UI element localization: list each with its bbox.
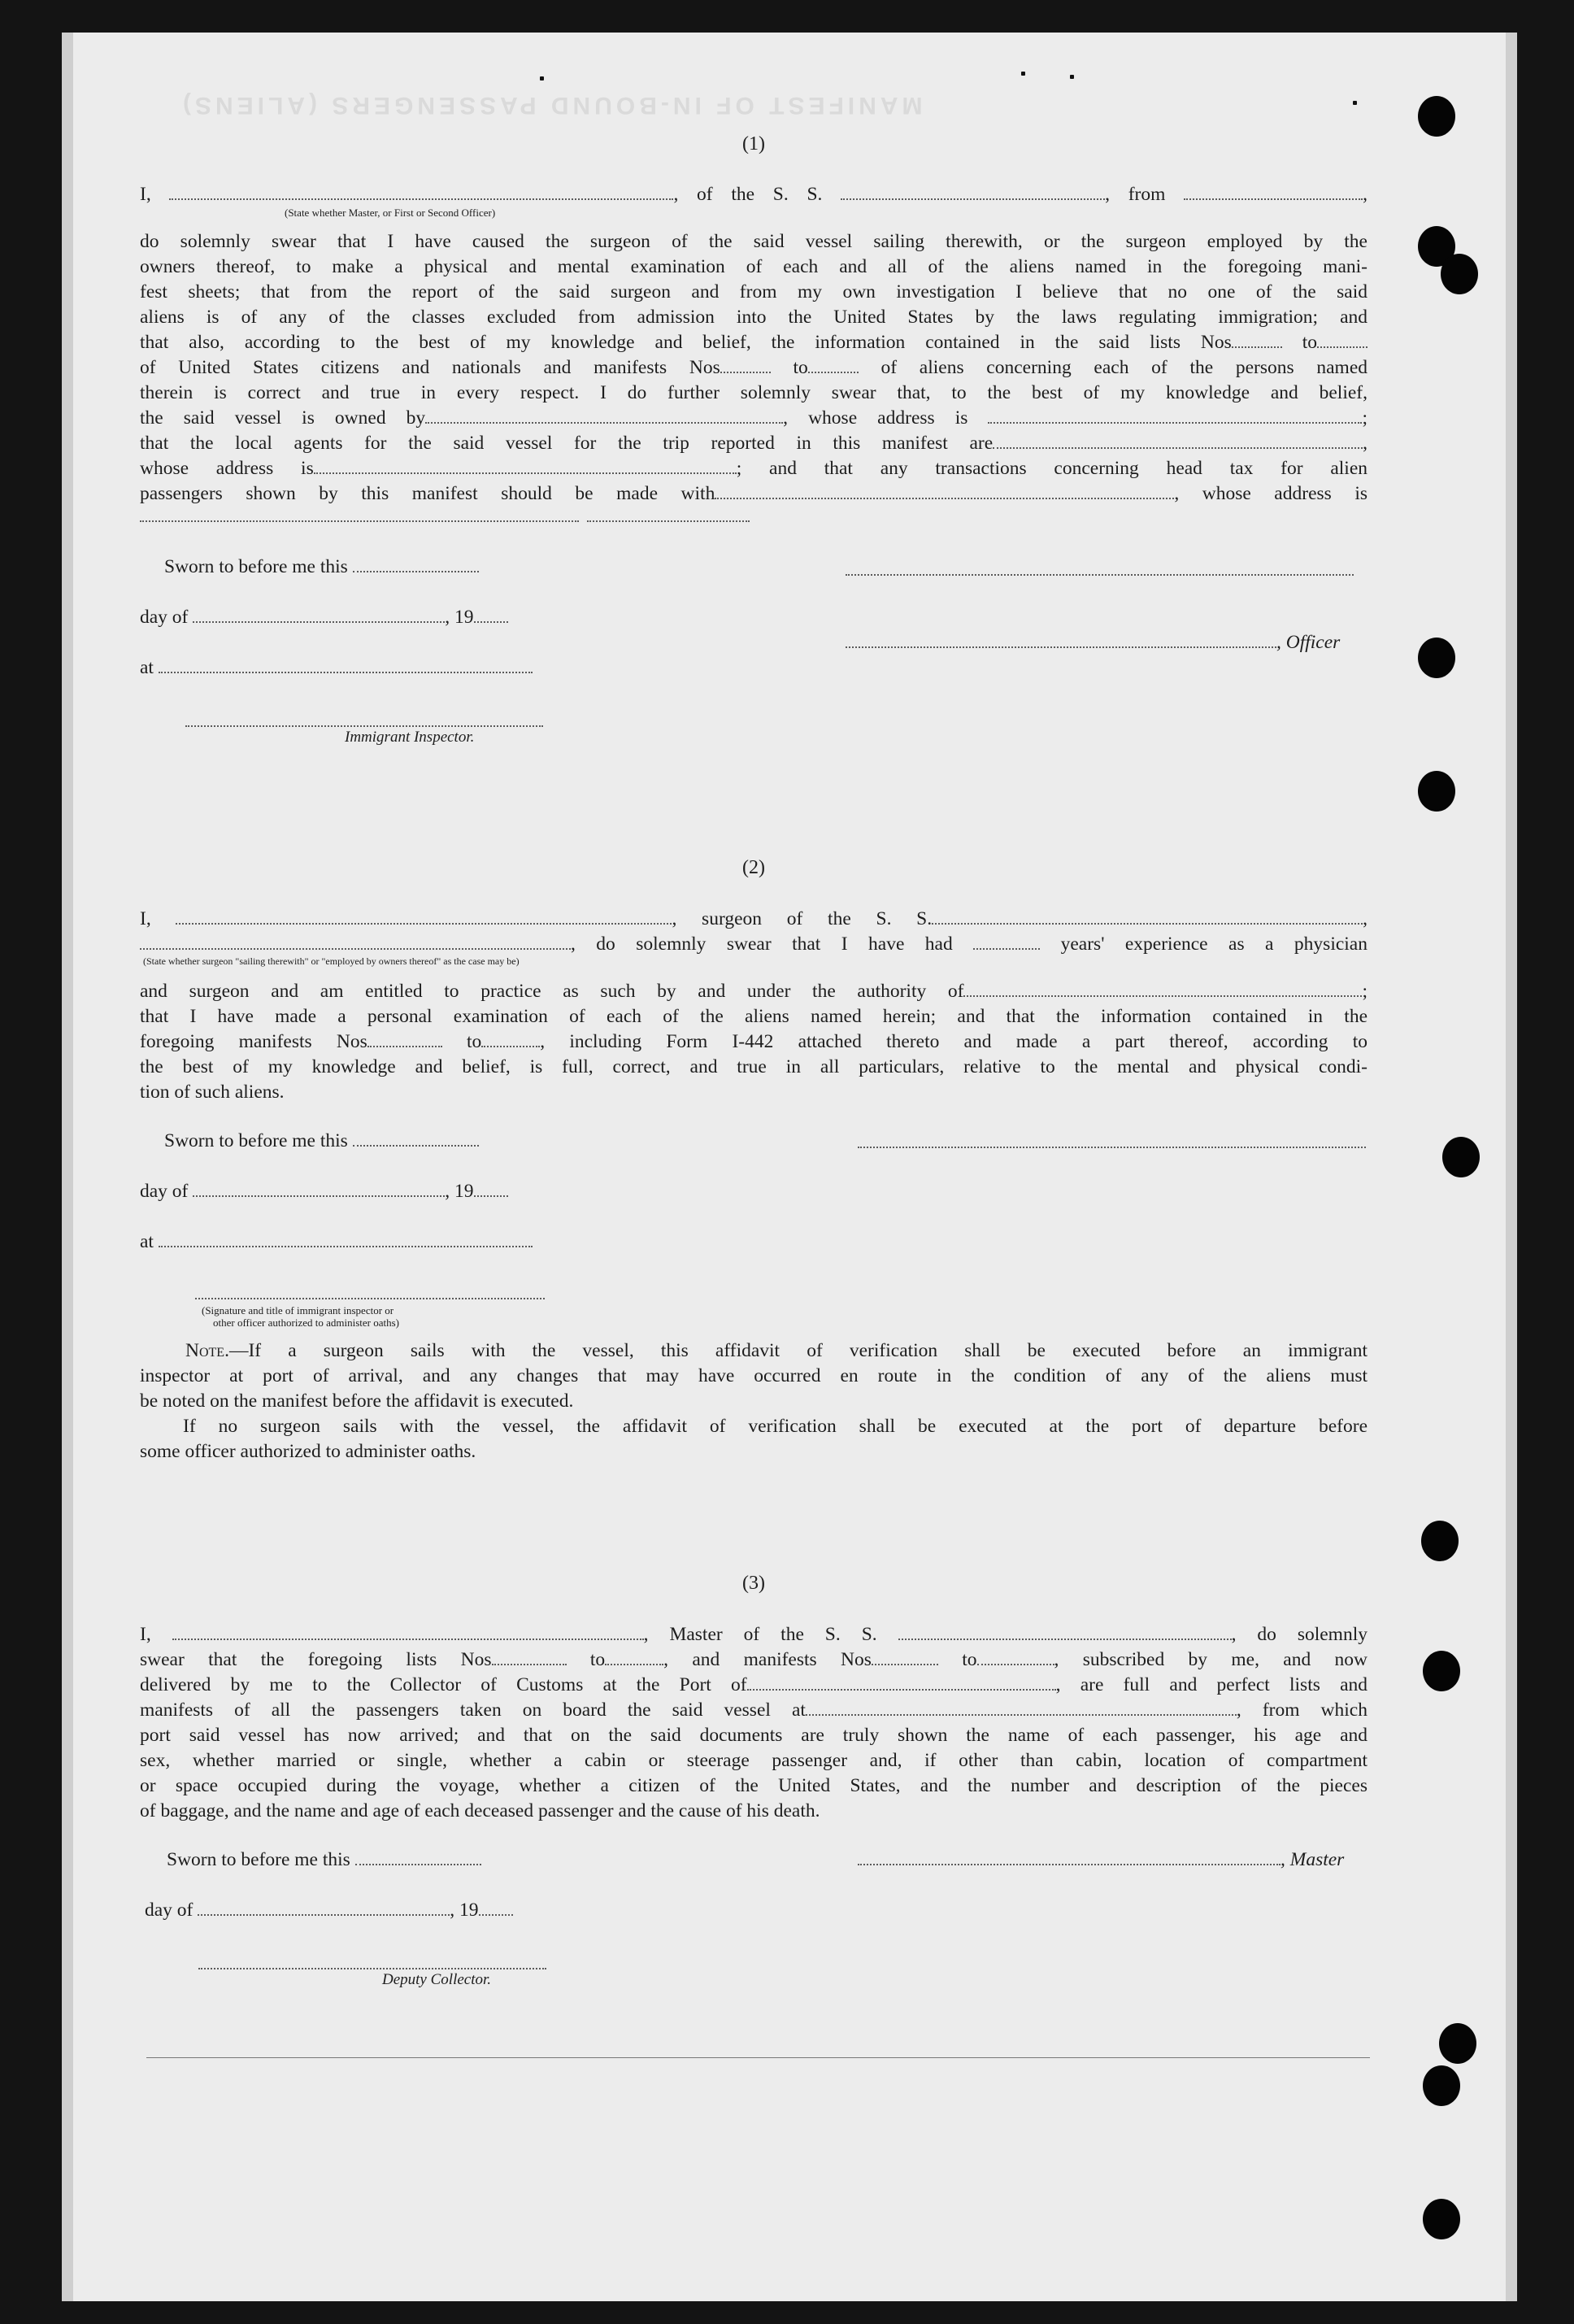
speck [1070, 75, 1074, 79]
s2-year-field[interactable] [474, 1181, 508, 1197]
s3-line-7: or space occupied during the voyage, whether a citizen of the United States, and the number and description of the pieces [140, 1775, 1367, 1796]
s3-line-2: swear that the foregoing lists Nos to , and manifests Nos to , subscribed by me, and now [140, 1649, 1368, 1670]
s3-master-line [858, 1847, 1370, 1873]
s1-line-9: the said vessel is owned by , whose address is ; [140, 407, 1367, 429]
s1-line-4: fest sheets; that from the report of the said surgeon and from my own investigation I believe that no one of the said [140, 281, 1367, 302]
s1-line-6: that also, according to the best of my knowledge and belief, the information contained in the said lists Nos to [140, 330, 1367, 355]
immigrant-inspector-label: Immigrant Inspector. [345, 729, 475, 746]
s3-sworn-line: Sworn to before me this [167, 1847, 589, 1873]
s3-line-6: sex, whether married or single, whether a cabin or steerage passenger and, if other than cabin, location of compartment [140, 1750, 1367, 1771]
s2-surgeon-note: (State whether surgeon "sailing therewith" or "employed by owners thereof" as the case may be) [143, 955, 520, 967]
s2-line-5: foregoing manifests Nos to , including Form I-442 attached thereto and made a part thereof, according to [140, 1031, 1368, 1052]
faded-header: MANIFEST OF IN-BOUND PASSENGERS (ALIENS) [179, 92, 923, 119]
master-name-field[interactable] [169, 184, 673, 200]
speck [1021, 72, 1025, 76]
s2-day-line: day of , 19 [140, 1179, 563, 1204]
section-3-number: (3) [742, 1573, 765, 1594]
s1-year-field[interactable] [474, 607, 508, 623]
s2-sworn-line: Sworn to before me this [164, 1129, 587, 1154]
s3-vessel-field[interactable] [898, 1624, 1232, 1640]
head-tax-address-field-2[interactable] [587, 520, 750, 522]
s3-sworn-date-field[interactable] [355, 1849, 481, 1865]
deputy-collector-signature[interactable] [198, 1968, 546, 1969]
s2-sig-caption-1: (Signature and title of immigrant inspector or [202, 1304, 394, 1316]
s1-line-1: I, , of the S. S. , from , [140, 184, 1368, 205]
s1-officer-note: (State whether Master, or First or Second Officer) [285, 207, 496, 219]
s2-manifests-to-field[interactable] [481, 1031, 540, 1047]
s2-sworn-date-field[interactable] [353, 1130, 479, 1147]
s2-inspector-signature[interactable] [195, 1298, 545, 1299]
manifests-nos-to-field[interactable] [808, 357, 859, 373]
punch-hole [1423, 2065, 1460, 2106]
s2-note-line-5: some officer authorized to administer oaths. [140, 1441, 476, 1462]
punch-hole [1439, 2023, 1476, 2064]
s1-signature-field[interactable] [846, 574, 1354, 576]
vessel-name-field[interactable] [841, 184, 1105, 200]
surgeon-name-field[interactable] [176, 908, 672, 925]
speck [540, 76, 544, 81]
s3-master-signature-field[interactable] [858, 1849, 1281, 1865]
page-left-edge [62, 33, 73, 2301]
punch-hole [1418, 638, 1455, 678]
surgeon-status-field[interactable] [140, 934, 571, 950]
s2-at-line: at [140, 1229, 563, 1255]
s1-line-8: therein is correct and true in every respect. I do further solemnly swear that, to the best of my knowledge and belief, [140, 382, 1367, 403]
from-port-field[interactable] [1184, 184, 1363, 200]
s3-day-line: day of , 19 [145, 1898, 567, 1923]
punch-hole [1418, 771, 1455, 812]
s2-day-field[interactable] [193, 1181, 445, 1197]
s1-day-field[interactable] [193, 607, 445, 623]
s3-line-8: of baggage, and the name and age of each deceased passenger and the cause of his death. [140, 1800, 820, 1821]
s3-line-3: delivered by me to the Collector of Customs at the Port of , are full and perfect lists and [140, 1674, 1368, 1695]
s2-line-1: I, , surgeon of the S. S. , [140, 908, 1367, 929]
punch-hole [1442, 1137, 1480, 1177]
s1-day-line: day of , 19 [140, 605, 563, 630]
authority-field[interactable] [963, 981, 1362, 997]
s2-line-2: , do solemnly swear that I have had years' experience as a physician [140, 932, 1367, 957]
head-tax-party-field[interactable] [715, 483, 1174, 499]
deputy-collector-label: Deputy Collector. [382, 1971, 492, 1988]
s3-lists-to-field[interactable] [605, 1649, 663, 1665]
s1-line-5: aliens is of any of the classes excluded from admission into the United States by the laws regulating immigration; and [140, 307, 1367, 328]
s3-line-1: I, , Master of the S. S. , do solemnly [140, 1624, 1367, 1645]
s1-line-12: passengers shown by this manifest should be made with , whose address is [140, 483, 1367, 504]
years-experience-field[interactable] [973, 934, 1040, 950]
officer-label: , Officer [1276, 632, 1341, 653]
s3-manifests-to-field[interactable] [977, 1649, 1054, 1665]
section-1-number: (1) [742, 133, 765, 154]
lists-nos-to-field[interactable] [1317, 332, 1367, 348]
punch-hole [1418, 96, 1455, 137]
s1-sworn-line: Sworn to before me this [164, 555, 587, 580]
s2-note-line-3: be noted on the manifest before the affidavit is executed. [140, 1390, 574, 1412]
s3-line-4: manifests of all the passengers taken on board the said vessel at , from which [140, 1699, 1367, 1721]
s1-line-10: that the local agents for the said vessel for the trip reported in this manifest are , [140, 433, 1367, 454]
s1-line-7: of United States citizens and nationals and manifests Nos to of aliens concerning each of the persons named [140, 357, 1368, 378]
s3-year-field[interactable] [479, 1900, 513, 1916]
punch-hole [1441, 254, 1478, 294]
manifests-nos-from-field[interactable] [720, 357, 771, 373]
s1-line-11: whose address is ; and that any transactions concerning head tax for alien [140, 458, 1367, 479]
s1-line-2: do solemnly swear that I have caused the surgeon of the said vessel sailing therewith, or the surgeon employed by the [140, 231, 1367, 252]
vessel-owner-field[interactable] [425, 407, 783, 424]
speck [1353, 101, 1357, 105]
lists-nos-from-field[interactable] [1232, 332, 1282, 348]
s3-master-name-field[interactable] [172, 1624, 644, 1640]
s1-line-3: owners thereof, to make a physical and mental examination of each and all of the aliens named in the foregoing mani- [140, 256, 1367, 277]
port-of-embarkation-field[interactable] [806, 1699, 1237, 1716]
punch-hole [1421, 1521, 1459, 1561]
head-tax-address-field[interactable] [140, 520, 579, 522]
s2-line-4: that I have made a personal examination of each of the aliens named herein; and that the information contained in the [140, 1006, 1367, 1027]
s2-note-line-1: Note.—If a surgeon sails with the vessel, this affidavit of verification shall be executed before an immigrant [185, 1340, 1367, 1361]
s3-day-field[interactable] [198, 1900, 450, 1916]
s2-sig-caption-2: other officer authorized to administer oaths) [213, 1316, 399, 1329]
s2-signature-field[interactable] [858, 1147, 1366, 1148]
s1-officer-field[interactable] [846, 632, 1276, 648]
owner-address-field[interactable] [988, 407, 1362, 424]
note-label: Note. [185, 1340, 229, 1361]
s3-manifests-from-field[interactable] [872, 1649, 938, 1665]
s1-inspector-signature[interactable] [185, 725, 543, 727]
s3-lists-from-field[interactable] [492, 1649, 567, 1665]
s2-vessel-field[interactable] [932, 908, 1363, 925]
s2-place-field[interactable] [159, 1231, 533, 1247]
s2-note-line-2: inspector at port of arrival, and any changes that may have occurred en route in the condition of any of the aliens must [140, 1365, 1367, 1386]
s3-line-5: port said vessel has now arrived; and that on the said documents are truly shown the name of each passenger, his age and [140, 1725, 1367, 1746]
s2-note-line-4: If no surgeon sails with the vessel, the affidavit of verification shall be executed at the port of departure before [183, 1416, 1367, 1437]
page-right-edge [1506, 33, 1517, 2301]
s1-officer-line [846, 630, 1366, 655]
agents-address-field[interactable] [314, 458, 737, 474]
local-agents-field[interactable] [993, 433, 1363, 449]
s2-line-3: and surgeon and am entitled to practice as such by and under the authority of ; [140, 981, 1367, 1002]
s2-line-7: tion of such aliens. [140, 1081, 285, 1103]
punch-hole [1423, 1651, 1460, 1691]
master-label: , Master [1281, 1849, 1345, 1870]
s1-sworn-date-field[interactable] [353, 556, 479, 572]
bottom-rule [146, 2057, 1370, 2058]
port-of-arrival-field[interactable] [747, 1674, 1056, 1691]
punch-hole [1423, 2199, 1460, 2239]
s2-line-6: the best of my knowledge and belief, is full, correct, and true in all particulars, relative to the mental and physical condi- [140, 1056, 1367, 1077]
section-2-number: (2) [742, 857, 765, 878]
s2-manifests-from-field[interactable] [367, 1031, 442, 1047]
s1-at-line: at [140, 655, 563, 681]
s1-place-field[interactable] [159, 657, 533, 673]
